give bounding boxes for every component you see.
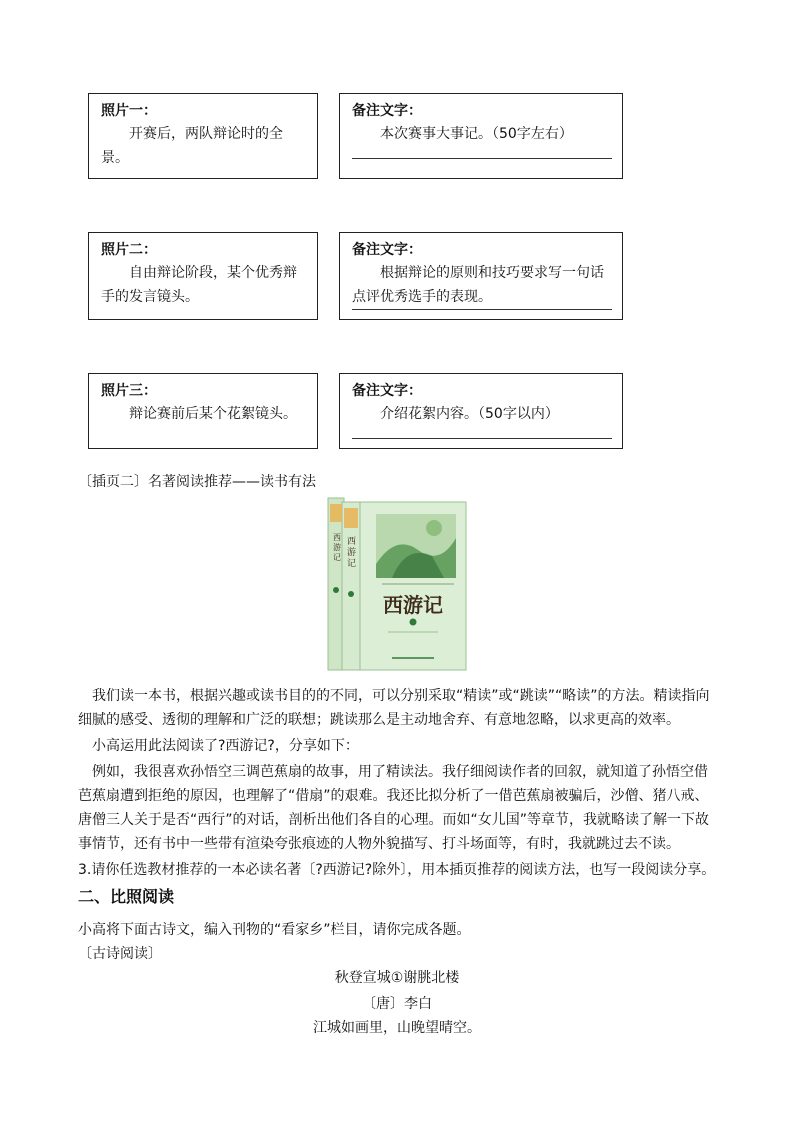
paragraph-1: 我们读一本书，根据兴趣或读书目的的不同，可以分别采取“精读”或“跳读”“略读”的方法。精读指向细腻的感受、透彻的理解和广泛的联想；跳读那么是主动地舍弃、有意地忽略，以求更高的效率。 (78, 688, 710, 728)
photo-label: 照片一： (101, 103, 157, 119)
note-box-3 (339, 373, 623, 449)
note-box-2 (339, 232, 623, 320)
note-label: 备注文字： (352, 383, 422, 399)
note-box-1 (339, 93, 623, 179)
question-3: 3.请你任选教材推荐的一本必读名著〔?西游记?除外〕，用本插页推荐的阅读方法，也写一段阅读分享。 (78, 862, 716, 878)
photo-text: 开赛后，两队辩论时的全景。 (101, 126, 283, 166)
photo-label: 照片三： (101, 383, 157, 399)
poem-author: 〔唐〕李白 (362, 996, 432, 1012)
spine-title-front: 西游记 (347, 537, 357, 569)
photo-box-2 (88, 232, 318, 320)
book-illustration (322, 494, 472, 674)
answer-line (352, 309, 612, 310)
note-text: 根据辩论的原则和技巧要求写一句话点评优秀选手的表现。 (352, 265, 604, 305)
photo-box-1 (88, 93, 318, 179)
photo-box-3 (88, 373, 318, 449)
cover-title: 西游记 (383, 593, 443, 617)
section-sub: 〔古诗阅读〕 (78, 946, 162, 962)
answer-line (352, 438, 612, 439)
photo-text: 自由辩论阶段，某个优秀辩手的发言镜头。 (101, 265, 297, 305)
photo-label: 照片二： (101, 242, 157, 258)
note-label: 备注文字： (352, 103, 422, 119)
note-text: 介绍花絮内容。（50字以内） (380, 406, 559, 422)
poem-title: 秋登宣城①谢朓北楼 (334, 970, 460, 986)
paragraph-2: 小高运用此法阅读了?西游记?，分享如下： (92, 738, 359, 754)
poem-line-1: 江城如画里，山晚望晴空。 (313, 1020, 481, 1036)
section-intro: 小高将下面古诗文，编入刊物的“看家乡”栏目，请你完成各题。 (78, 922, 471, 938)
paragraph-3: 例如，我很喜欢孙悟空三调芭蕉扇的故事，用了精读法。我仔细阅读作者的回叙，就知道了孙悟空借芭蕉扇遭到拒绝的原因，也理解了“借扇”的艰难。我还比拟分析了一借芭蕉扇被骗后，沙僧、猪八戒、唐僧三人关于是否“西行”的对话，剖析出他们各自的心理。而如“女儿国”等章节，我就略读了解一下故事情节，还有书中一些带有渲染夸张痕迹的人物外貌描写、打斗场面等，有时，我就跳过去不读。 (78, 764, 710, 852)
insert-title: 〔插页二〕名著阅读推荐——读书有法 (78, 474, 316, 490)
answer-line (352, 158, 612, 159)
book-cover-image (322, 494, 472, 674)
note-label: 备注文字： (352, 242, 422, 258)
section-heading: 二、比照阅读 (78, 887, 175, 906)
note-text: 本次赛事大事记。（50字左右） (380, 126, 573, 142)
photo-text: 辩论赛前后某个花絮镜头。 (129, 406, 297, 422)
spine-title-back: 西游记 (333, 533, 341, 562)
